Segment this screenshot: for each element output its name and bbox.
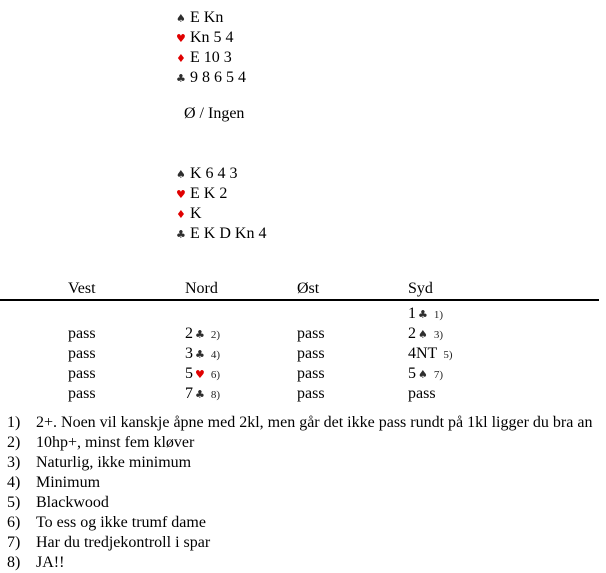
dealer-vulnerability: Ø / Ingen	[184, 105, 245, 122]
bid-syd-2s	[408, 324, 606, 345]
auction-row-1	[0, 304, 606, 324]
north-diamond-holding: E 10 3	[190, 49, 232, 66]
north-clubs-line	[176, 68, 246, 88]
footnote-text: Blackwood	[36, 494, 109, 511]
footnote-number: 8)	[7, 554, 21, 571]
heart-icon: ♥	[176, 32, 186, 45]
bid-nord-5h	[185, 364, 297, 385]
north-hearts-line	[176, 28, 246, 48]
club-icon: ♣	[195, 328, 205, 341]
auction-header-row	[0, 279, 606, 299]
north-club-holding: 9 8 6 5 4	[190, 69, 246, 86]
footnote-number: 2)	[7, 434, 21, 451]
bid-ost-pass: pass	[297, 385, 325, 402]
note-ref: 2)	[210, 329, 221, 341]
south-diamond-holding: K	[190, 205, 202, 222]
footnote-4	[0, 473, 606, 493]
south-hand	[176, 164, 266, 244]
bid-nord-2c	[185, 324, 297, 345]
bid-ost-pass: pass	[297, 365, 325, 382]
club-icon: ♣	[195, 388, 205, 401]
bid-nord-3c	[185, 344, 297, 365]
spade-icon: ♠	[176, 12, 186, 25]
note-ref: 1)	[433, 309, 444, 321]
spade-icon: ♠	[176, 168, 186, 181]
bid-ost-pass: pass	[297, 345, 325, 362]
auction-row-3	[0, 344, 606, 364]
north-heart-holding: Kn 5 4	[190, 29, 234, 46]
bid-level: 7	[185, 385, 193, 402]
footnote-text: 2+. Noen vil kanskje åpne med 2kl, men går det ikke pass rundt på 1kl ligger du bra an	[36, 414, 593, 431]
south-spades-line	[176, 164, 266, 184]
heart-icon: ♥	[176, 188, 186, 201]
header-syd: Syd	[408, 280, 433, 297]
diamond-icon: ♦	[176, 52, 186, 65]
footnote-text: To ess og ikke trumf dame	[36, 514, 206, 531]
north-spades-line	[176, 8, 246, 28]
footnote-number: 5)	[7, 494, 21, 511]
footnote-2	[0, 433, 606, 453]
north-diamonds-line	[176, 48, 246, 68]
bid-ost-pass: pass	[297, 325, 325, 342]
note-ref: 6)	[210, 369, 221, 381]
footnote-text: Minimum	[36, 474, 101, 491]
bid-syd-pass: pass	[408, 385, 436, 402]
footnote-text: Naturlig, ikke minimum	[36, 454, 192, 471]
footnote-5	[0, 493, 606, 513]
header-vest: Vest	[68, 280, 96, 297]
south-diamonds-line	[176, 204, 266, 224]
south-clubs-line	[176, 224, 266, 244]
auction-row-2	[0, 324, 606, 344]
club-icon: ♣	[195, 348, 205, 361]
bid-vest-pass: pass	[68, 345, 96, 362]
header-nord: Nord	[185, 280, 218, 297]
bid-syd-4nt	[408, 344, 606, 365]
bid-level: 1	[408, 305, 416, 322]
club-icon: ♣	[176, 72, 186, 85]
bid-level: 5	[185, 365, 193, 382]
bid-level: 5	[408, 365, 416, 382]
south-club-holding: E K D Kn 4	[190, 225, 267, 242]
footnotes	[0, 413, 606, 573]
heart-icon: ♥	[195, 368, 205, 381]
header-divider-line	[0, 299, 599, 301]
bid-nord-empty	[185, 304, 297, 325]
footnote-text: Har du tredjekontroll i spar	[36, 534, 211, 551]
south-heart-holding: E K 2	[190, 185, 228, 202]
auction-row-4	[0, 364, 606, 384]
footnote-6	[0, 513, 606, 533]
footnote-text: JA!!	[36, 554, 65, 571]
south-spade-holding: K 6 4 3	[190, 165, 238, 182]
footnote-number: 1)	[7, 414, 21, 431]
footnote-number: 6)	[7, 514, 21, 531]
footnote-number: 4)	[7, 474, 21, 491]
bid-level: 2	[185, 325, 193, 342]
footnote-7	[0, 533, 606, 553]
note-ref: 4)	[210, 349, 221, 361]
bid-syd-5s	[408, 364, 606, 385]
footnote-number: 7)	[7, 534, 21, 551]
bid-nord-7c	[185, 384, 297, 405]
auction-row-5	[0, 384, 606, 404]
footnote-3	[0, 453, 606, 473]
footnote-text: 10hp+, minst fem kløver	[36, 434, 195, 451]
bid-syd-1c	[408, 304, 606, 325]
south-hearts-line	[176, 184, 266, 204]
note-ref: 5)	[443, 349, 453, 361]
bid-vest-empty	[68, 304, 185, 325]
spade-icon: ♠	[418, 368, 428, 381]
note-ref: 3)	[433, 329, 444, 341]
bid-level: 3	[185, 345, 193, 362]
bid-vest-pass: pass	[68, 325, 96, 342]
club-icon: ♣	[176, 228, 186, 241]
spade-icon: ♠	[418, 328, 428, 341]
north-spade-holding: E Kn	[190, 9, 224, 26]
note-ref: 7)	[433, 369, 444, 381]
footnote-8	[0, 553, 606, 573]
header-ost: Øst	[297, 280, 320, 297]
footnote-1	[0, 413, 606, 433]
bid-level: 2	[408, 325, 416, 342]
bid-level: 4NT	[408, 345, 438, 362]
club-icon: ♣	[418, 308, 428, 321]
bid-vest-pass: pass	[68, 385, 96, 402]
footnote-number: 3)	[7, 454, 21, 471]
bid-vest-pass: pass	[68, 365, 96, 382]
bid-ost-empty	[297, 304, 408, 325]
north-hand	[176, 8, 246, 88]
note-ref: 8)	[210, 389, 221, 401]
diamond-icon: ♦	[176, 208, 186, 221]
